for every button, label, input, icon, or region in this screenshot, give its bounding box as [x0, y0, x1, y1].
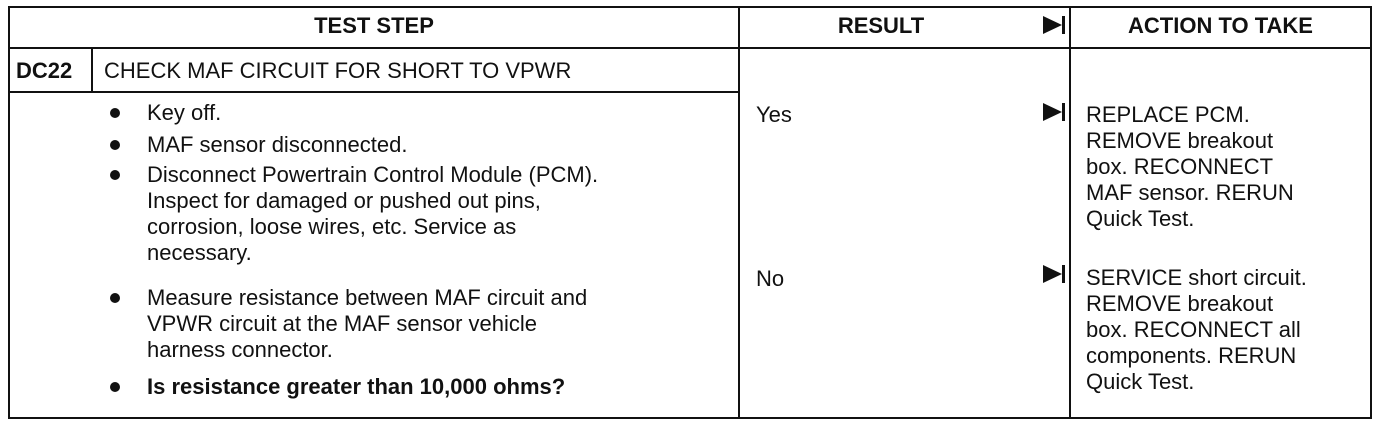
col-divider-result — [1069, 6, 1071, 419]
result-no-arrow-icon — [1043, 265, 1062, 283]
step-line: harness connector. — [147, 337, 333, 362]
bullet-icon — [110, 382, 120, 392]
step-line: corrosion, loose wires, etc. Service as — [147, 214, 517, 239]
table-border-bottom — [8, 417, 1372, 419]
action-no — [1086, 265, 1307, 395]
header-test-step: TEST STEP — [314, 13, 434, 38]
action-line: MAF sensor. RERUN — [1086, 180, 1294, 205]
action-line: REPLACE PCM. — [1086, 102, 1250, 127]
action-line: REMOVE breakout — [1086, 128, 1274, 153]
step-bullet-1 — [147, 100, 221, 126]
header-arrow-bar-icon — [1062, 16, 1065, 34]
col-divider-step — [738, 6, 740, 419]
result-no: No — [756, 266, 785, 291]
bullet-icon — [110, 108, 120, 118]
step-bullet-4 — [147, 285, 587, 363]
step-line: necessary. — [147, 240, 252, 265]
action-line: Quick Test. — [1086, 369, 1195, 394]
result-yes-arrow-bar-icon — [1062, 103, 1065, 121]
step-line: Inspect for damaged or pushed out pins, — [147, 188, 541, 213]
code-cell-divider — [91, 47, 93, 93]
bullet-icon — [110, 170, 120, 180]
action-line: REMOVE breakout — [1086, 291, 1274, 316]
step-bullet-2 — [147, 132, 407, 158]
step-line: Key off. — [147, 100, 222, 125]
table-border-top — [8, 6, 1372, 8]
action-line: components. RERUN — [1086, 343, 1297, 368]
step-code: DC22 — [16, 58, 73, 83]
action-line: box. RECONNECT — [1086, 154, 1274, 179]
step-title-divider — [8, 91, 739, 93]
header-result: RESULT — [837, 13, 925, 38]
step-title: CHECK MAF CIRCUIT FOR SHORT TO VPWR — [104, 58, 572, 83]
step-line: VPWR circuit at the MAF sensor vehicle — [147, 311, 538, 336]
step-line: Is resistance greater than 10,000 ohms? — [147, 374, 566, 399]
step-line: MAF sensor disconnected. — [147, 132, 408, 157]
header-arrow-icon — [1043, 16, 1062, 34]
header-divider — [8, 47, 1372, 49]
action-line: SERVICE short circuit. — [1086, 265, 1307, 290]
result-no-arrow-bar-icon — [1062, 265, 1065, 283]
result-yes: Yes — [756, 102, 792, 127]
step-line: Measure resistance between MAF circuit and — [147, 285, 588, 310]
step-line: Disconnect Powertrain Control Module (PCM). — [147, 162, 599, 187]
table-border-right — [1370, 6, 1372, 419]
bullet-icon — [110, 293, 120, 303]
table-border-left — [8, 6, 10, 419]
bullet-icon — [110, 140, 120, 150]
action-yes — [1086, 102, 1294, 232]
step-bullet-5 — [147, 374, 565, 400]
step-bullet-3 — [147, 162, 598, 266]
result-yes-arrow-icon — [1043, 103, 1062, 121]
action-line: box. RECONNECT all — [1086, 317, 1301, 342]
action-line: Quick Test. — [1086, 206, 1195, 231]
header-action: ACTION TO TAKE — [1128, 13, 1313, 38]
